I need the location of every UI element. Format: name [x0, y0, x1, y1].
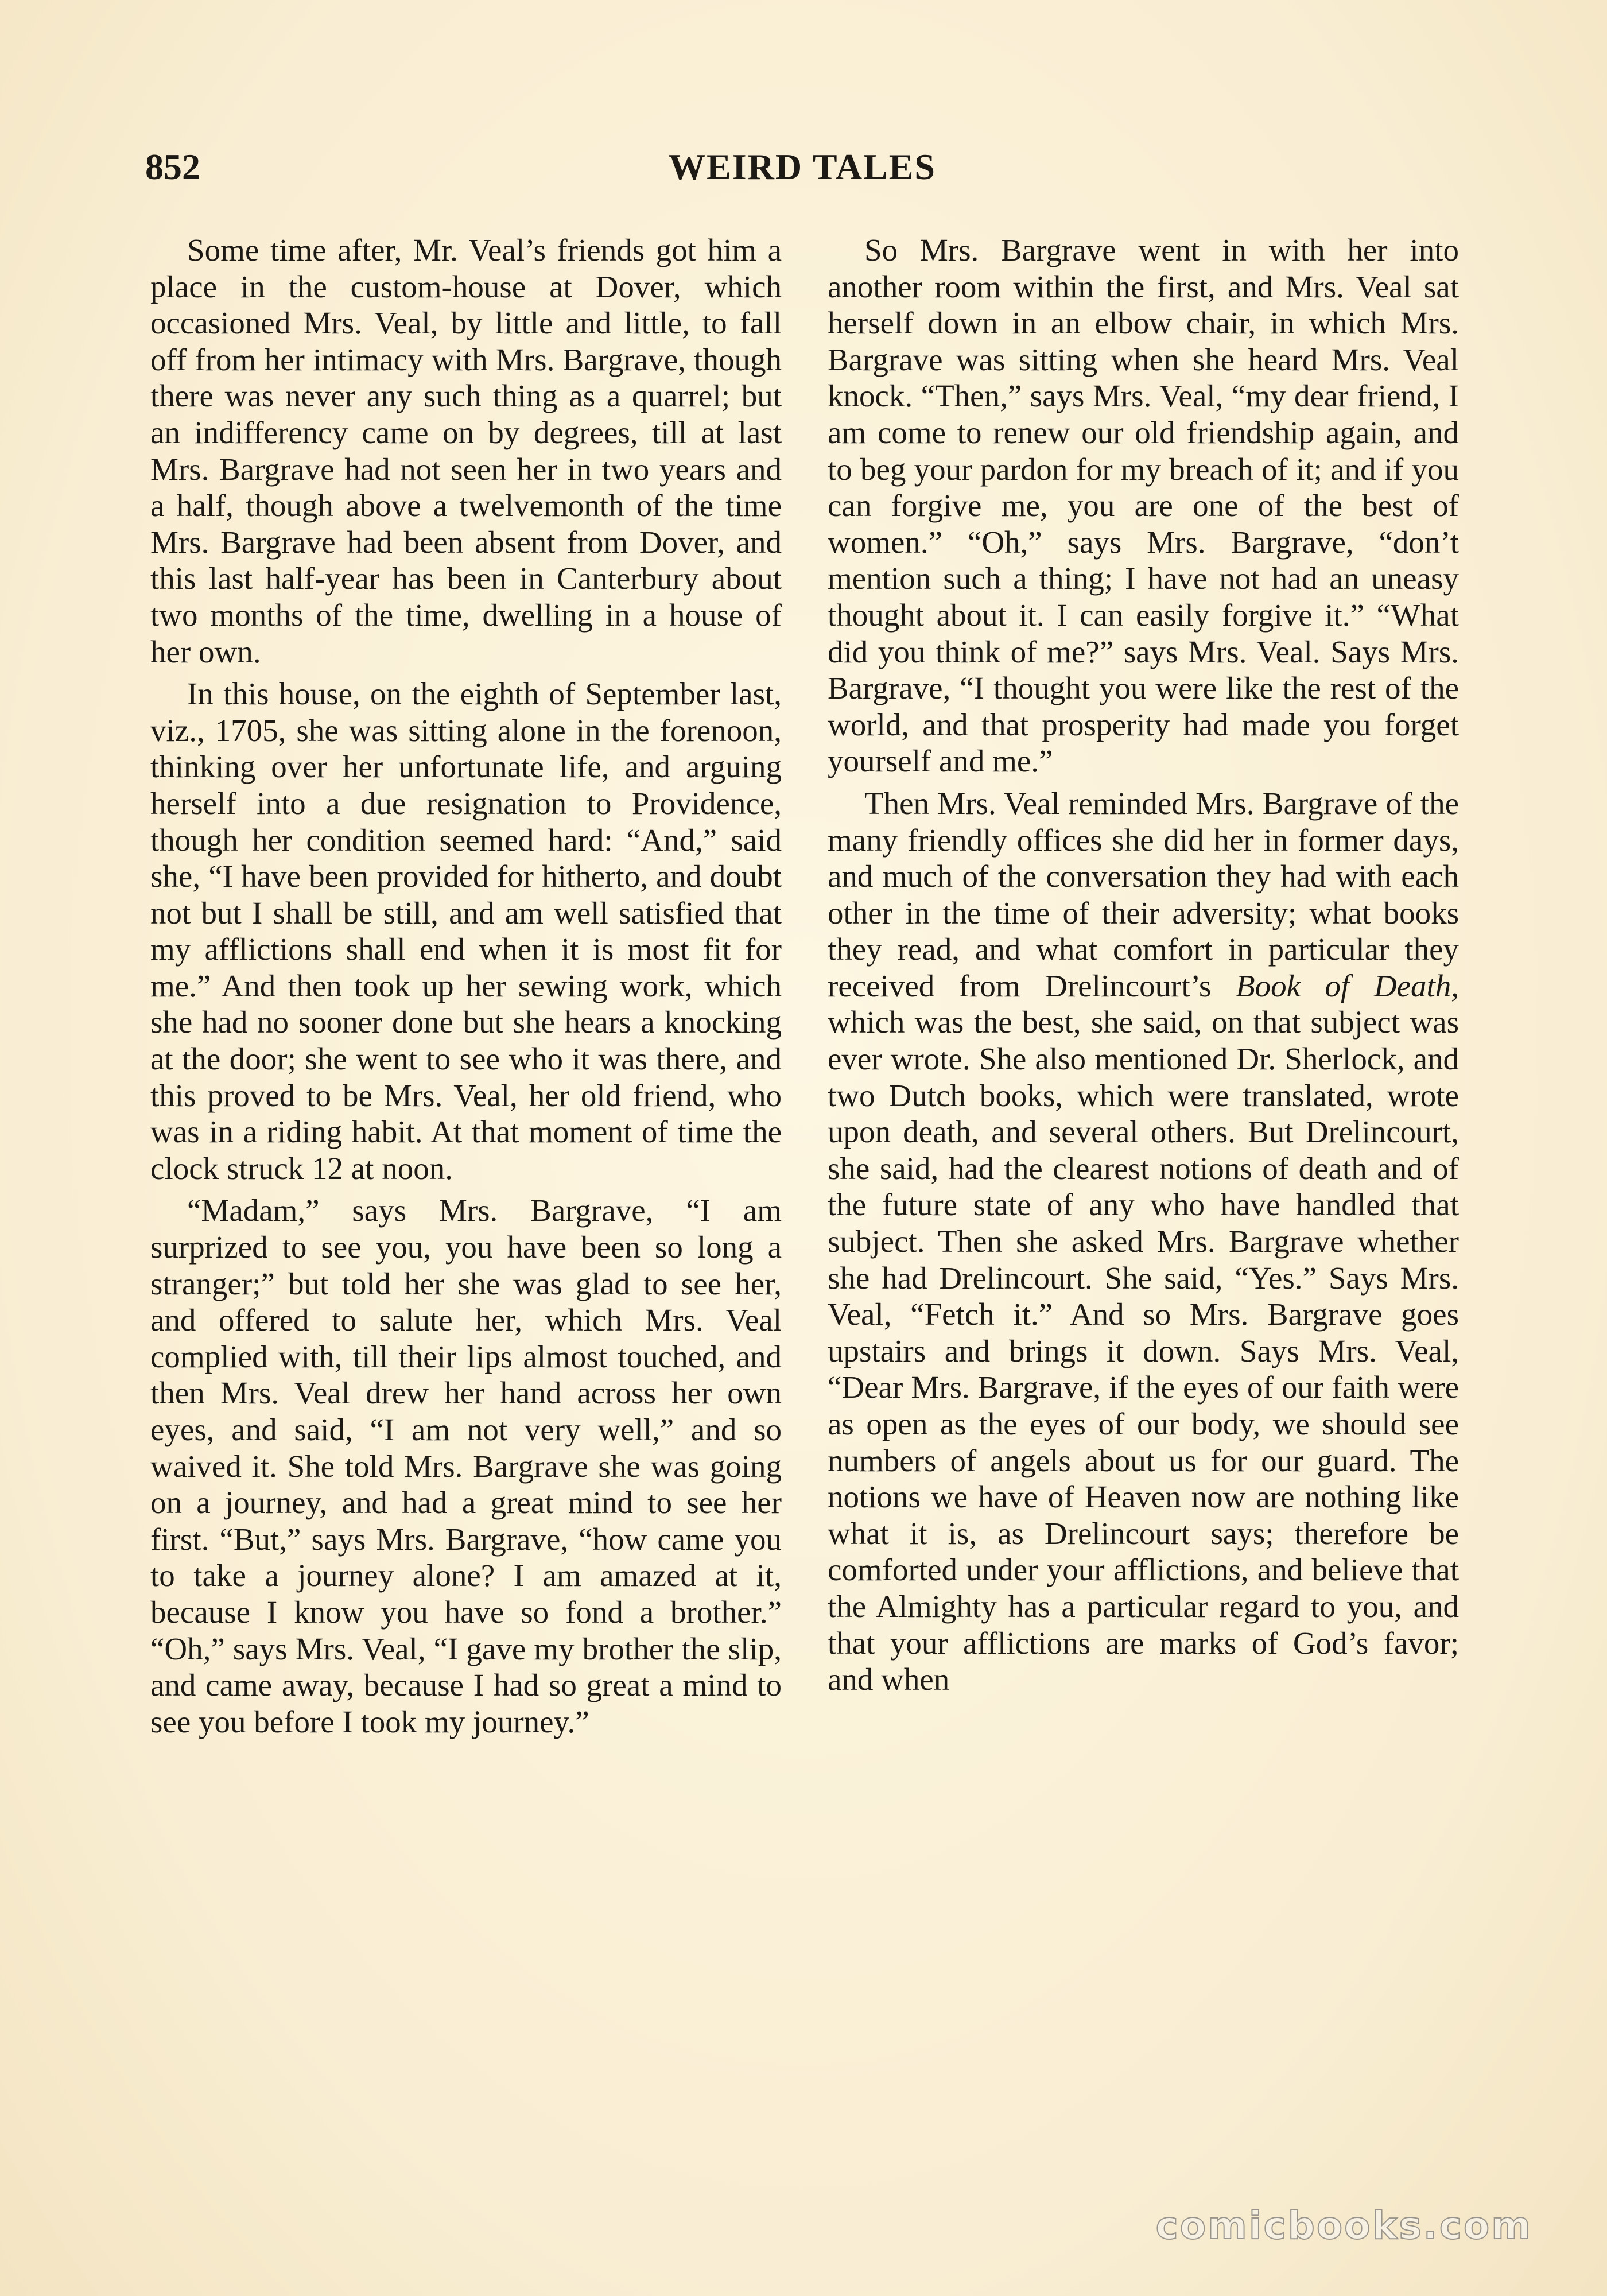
watermark-logo: comicbooks.com — [1155, 2204, 1532, 2248]
page-number: 852 — [145, 146, 200, 187]
paragraph — [828, 785, 1459, 1698]
right-column — [828, 232, 1459, 1704]
paragraph-text: which was the best, she said, on that subject was ever wrote. She also mentioned Dr. Sherlock, and two Dutch books, which were translated, wrote upon death, and several others. But Drelincourt, she said, had the clearest notions of death and of the future state of any who have handled that subject. Then she asked Mrs. Bargrave whether she had Drelincourt. She said, “Yes.” Says Mrs. Veal, “Fetch it.” And so Mrs. Bargrave goes upstairs and brings it down. Says Mrs. Veal, “Dear Mrs. Bargrave, if the eyes of our faith were as open as the eyes of our body, we should see numbers of angels about us for our guard. The notions we have of Heaven now are nothing like what it is, as Drelincourt says; therefore be comforted under your afflictions, and believe that the Almighty has a particular regard to you, and that your afflictions are marks of God’s favor; and when — [828, 1004, 1459, 1697]
running-title: WEIRD TALES — [669, 146, 936, 187]
paragraph: Some time after, Mr. Veal’s friends got him a place in the custom-house at Dover, which occasioned Mrs. Veal, by little and little, to fall off from her intimacy with Mrs. Bargrave, though there was never any such thing as a quarrel; but an indifferency came on by degrees, till at last Mrs. Bargrave had not seen her in two years and a half, though above a twelvemonth of the time Mrs. Bargrave had been absent from Dover, and this last half-year has been in Canterbury about two months of the time, dwelling in a house of her own. — [150, 232, 782, 669]
paragraph: In this house, on the eighth of September last, viz., 1705, she was sitting alone in the forenoon, thinking over her unfortunate life, and arguing herself into a due resignation to Providence, though her condition seemed hard: “And,” said she, “I have been provided for hitherto, and doubt not but I shall be still, and am well satisfied that my afflictions shall end when it is most fit for me.” And then took up her sewing work, which she had no sooner done but she hears a knocking at the door; she went to see who it was there, and this proved to be Mrs. Veal, her old friend, who was in a riding habit. At that moment of time the clock struck 12 at noon. — [150, 676, 782, 1186]
left-column — [150, 232, 782, 1746]
paragraph: “Madam,” says Mrs. Bargrave, “I am surprized to see you, you have been so long a stranger;” but told her she was glad to see her, and offered to salute her, which Mrs. Veal complied with, till their lips almost touched, and then Mrs. Veal drew her hand across her own eyes, and said, “I am not very well,” and so waived it. She told Mrs. Bargrave she was going on a journey, and had a great mind to see her first. “But,” says Mrs. Bargrave, “how came you to take a journey alone? I am amazed at it, because I know you have so fond a brother.” “Oh,” says Mrs. Veal, “I gave my brother the slip, and came away, because I had so great a mind to see you before I took my journey.” — [150, 1193, 782, 1739]
paragraph: So Mrs. Bargrave went in with her into another room within the first, and Mrs. Veal sat herself down in an elbow chair, in which Mrs. Bargrave was sitting when she heard Mrs. Veal knock. “Then,” says Mrs. Veal, “my dear friend, I am come to renew our old friendship again, and to beg your pardon for my breach of it; and if you can forgive me, you are one of the best of women.” “Oh,” says Mrs. Bargrave, “don’t mention such a thing; I have not had an uneasy thought about it. I can easily forgive it.” “What did you think of me?” says Mrs. Veal. Says Mrs. Bargrave, “I thought you were like the rest of the world, and that prosperity had made you forget yourself and me.” — [828, 232, 1459, 779]
page-header — [145, 141, 1460, 193]
book-title: Book of Death, — [1235, 968, 1460, 1003]
paragraph-text: Then Mrs. Veal reminded Mrs. Bargrave of the many friendly offices she did her in former days, and much of the conversation they had with each other in the time of their adversity; what books they read, and what comfort in particular they received from Drelincourt’s — [828, 785, 1459, 1003]
